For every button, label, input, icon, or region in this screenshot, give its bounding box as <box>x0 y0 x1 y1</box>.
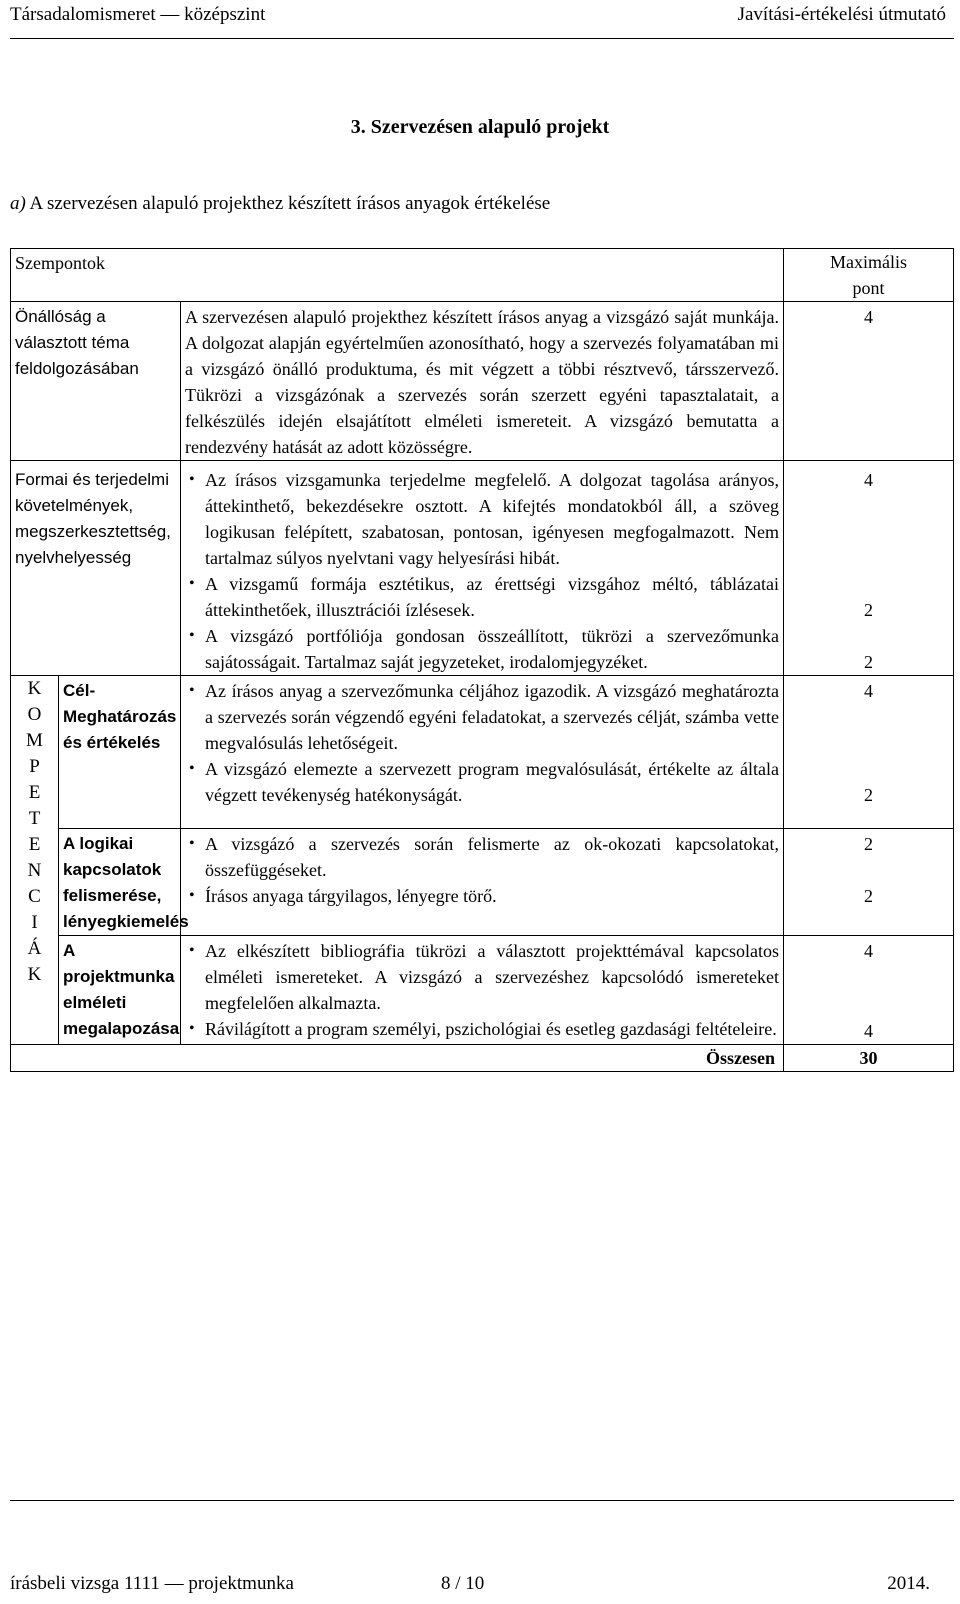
kompetencia-letter: O <box>27 704 42 725</box>
footer-center: 8 / 10 <box>441 1573 485 1594</box>
row-label: A projektmunka elméleti megalapozása <box>63 941 180 1038</box>
header-right: Javítási-értékelési útmutató <box>737 4 946 25</box>
total-value: 30 <box>859 1048 878 1068</box>
row-points: 2 <box>864 834 873 854</box>
row-points: 4 <box>864 470 873 490</box>
criterion-bullet: • A vizsgázó portfóliója gondosan összeállított, tükrözi a szervezőmunka sajátosságait. Tartalmaz saját jegyzeteket, irodalomjegyzéket. <box>205 623 779 675</box>
row-points: 4 <box>864 941 873 961</box>
row-points: 4 <box>864 307 873 327</box>
footer-left: írásbeli vizsga 1111 — projektmunka <box>10 1573 294 1594</box>
kompetencia-letter: I <box>31 912 38 933</box>
subtitle-text: A szervezésen alapuló projekthez készített írásos anyagok értékelése <box>29 193 551 214</box>
row-label: Önállóság a választott téma feldolgozásában <box>15 307 139 378</box>
row-label: A logikai kapcsolatok felismerése, lényegkiemelés <box>63 834 189 931</box>
criterion-bullet: • A vizsgamű formája esztétikus, az érettségi vizsgához méltó, táblázatai áttekinthetőek, illusztrációi ízlésesek. <box>205 571 779 623</box>
criterion-bullet: • Az elkészített bibliográfia tükrözi a választott projekttémával kapcsolatos elméleti ismereteket. A vizsgázó a szervezéshez kapcsolódó ismereteket megfelelően alkalmazta. <box>205 938 779 1016</box>
row-points: 2 <box>864 886 873 906</box>
subtitle <box>10 193 550 215</box>
criterion-bullet: • Rávilágított a program személyi, pszichológiai és esetleg gazdasági feltételeire. <box>205 1016 779 1042</box>
table-row <box>11 302 954 461</box>
criterion-bullet: • A vizsgázó a szervezés során felismerte az ok-okozati kapcsolatokat, összefüggéseket. <box>205 831 779 883</box>
kompetenciak-label <box>11 676 59 1045</box>
footer-right: 2014. <box>887 1573 930 1594</box>
kompetencia-letter: E <box>28 834 41 855</box>
table-row <box>11 461 954 676</box>
kompetencia-letter: K <box>27 678 42 699</box>
table-row <box>11 676 954 829</box>
kompetencia-letter: K <box>27 964 42 985</box>
total-label: Összesen <box>706 1048 775 1068</box>
criterion-bullet: • A vizsgázó elemezte a szervezett program megvalósulását, értékelte az általa végzett tevékenység hatékonyságát. <box>205 756 779 808</box>
criterion-bullet: • Írásos anyaga tárgyilagos, lényegre törő. <box>205 883 779 909</box>
row-points: 4 <box>864 1021 873 1041</box>
section-title: 3. Szervezésen alapuló projekt <box>350 116 610 138</box>
row-label: Formai és terjedelmi követelmények, megszerkesztettség, nyelvhelyesség <box>15 470 171 567</box>
evaluation-table <box>10 248 954 1072</box>
header-left: Társadalomismeret — középszint <box>10 4 266 25</box>
kompetencia-letter: C <box>28 886 41 907</box>
table-row <box>11 829 954 936</box>
kompetencia-letter: T <box>28 808 41 829</box>
footer-rule <box>10 1500 954 1501</box>
total-row <box>11 1045 954 1072</box>
kompetencia-letter: N <box>27 860 42 881</box>
subtitle-prefix: a) <box>10 193 26 214</box>
kompetencia-letter: E <box>28 782 41 803</box>
kompetencia-letter: Á <box>27 938 42 959</box>
criterion-bullet: • Az írásos anyag a szervezőmunka céljához igazodik. A vizsgázó meghatározta a szervezés során végzendő egyéni feladatokat, a szervezés célját, számba vette megvalósulás lehetőségeit. <box>205 678 779 756</box>
row-points: 2 <box>864 600 873 620</box>
kompetencia-letter: M <box>26 730 43 751</box>
max-points-header-line2: pont <box>852 278 885 298</box>
kompetencia-letter: P <box>29 756 40 777</box>
table-header-row <box>11 249 954 302</box>
row-points: 4 <box>864 681 873 701</box>
row-points: 2 <box>864 652 873 672</box>
table-row <box>11 936 954 1045</box>
max-points-header-line1: Maximális <box>830 252 907 272</box>
criterion-bullet: • Az írásos vizsgamunka terjedelme megfelelő. A dolgozat tagolása arányos, áttekinthető, bekezdésekre osztott. A kifejtés mondatokból áll, a szöveg logikusan felépített, szabatosan, pontosan, igényesen megfogalmazott. Nem tartalmaz súlyos nyelvtani vagy helyesírási hibát. <box>205 467 779 571</box>
header-rule <box>10 38 954 39</box>
row-text: A szervezésen alapuló projekthez készített írásos anyag a vizsgázó saját munkája. A dolgozat alapján egyértelműen azonosítható, hogy a szervezés folyamatában mi a vizsgázó önálló produktuma, és mit végzett a többi résztvevő, társszervező. Tükrözi a vizsgázónak a szervezés során szerzett egyéni tapasztalatait, a felkészülés idején elsajátított elméleti ismereteit. A vizsgázó bemutatta a rendezvény hatását az adott közösségre. <box>185 307 779 457</box>
row-label: Cél-Meghatározás és értékelés <box>63 681 177 752</box>
criteria-header: Szempontok <box>15 253 105 273</box>
row-points: 2 <box>864 785 873 805</box>
